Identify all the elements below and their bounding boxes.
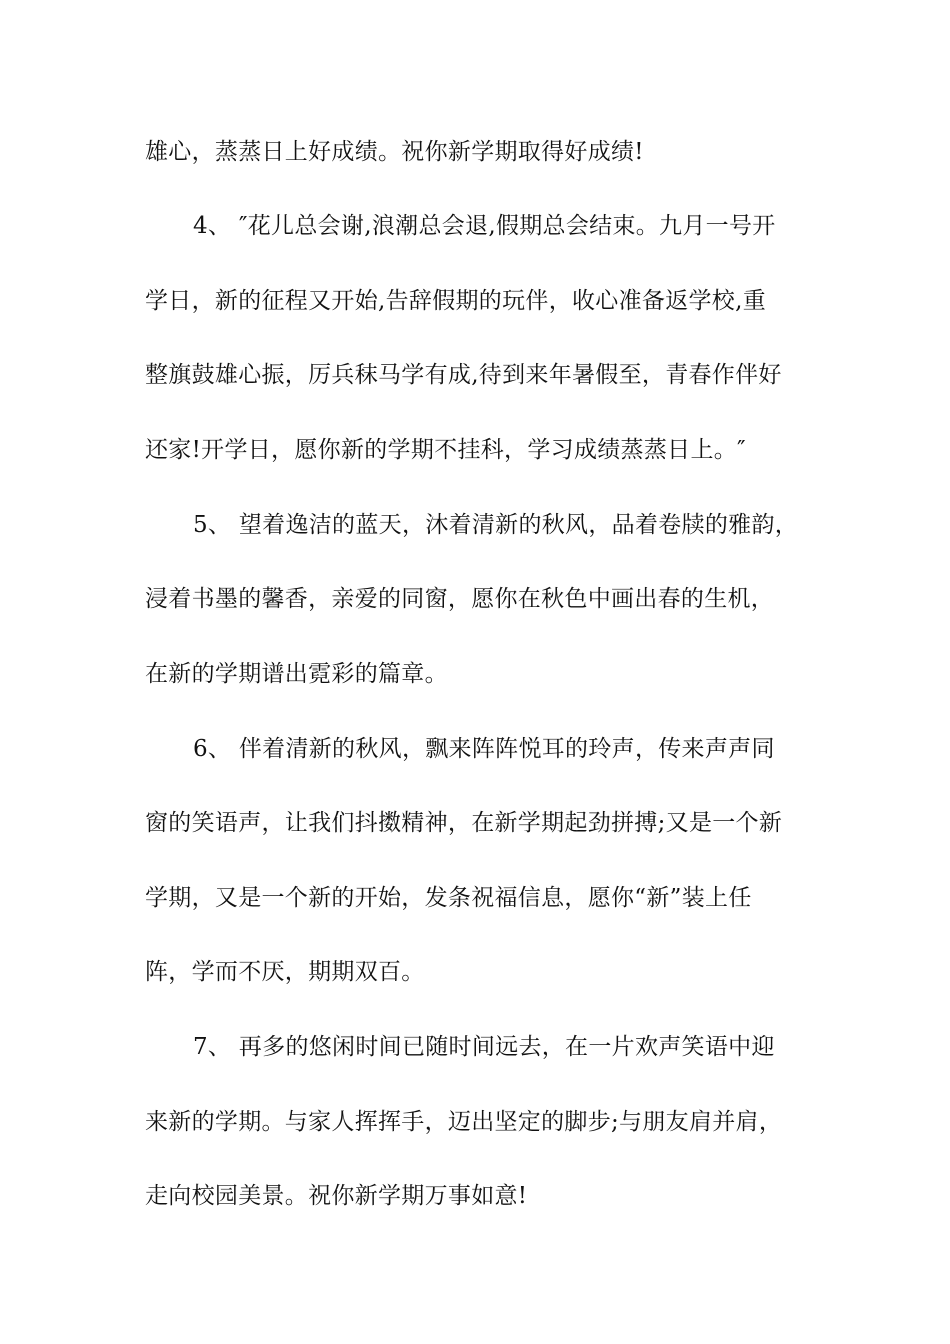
paragraph-1-line-3: 还家!开学日，愿你新的学期不挂科，学习成绩蒸蒸日上。″ xyxy=(145,437,746,463)
paragraph-2-line-1: 浸着书墨的馨香，亲爱的同窗，愿你在秋色中画出春的生机， xyxy=(145,586,775,612)
paragraph-1-line-0: 4、 ″花儿总会谢,浪潮总会退,假期总会结束。九月一号开 xyxy=(193,213,776,239)
paragraph-4-line-0: 7、 再多的悠闲时间已随时间远去，在一片欢声笑语中迎 xyxy=(193,1034,775,1060)
paragraph-4-line-2: 走向校园美景。祝你新学期万事如意! xyxy=(145,1183,528,1209)
paragraph-2-line-0: 5、 望着逸洁的蓝天，沐着清新的秋风，品着卷牍的雅韵， xyxy=(193,512,799,538)
paragraph-3-line-0: 6、 伴着清新的秋风，飘来阵阵悦耳的玲声，传来声声同 xyxy=(193,736,775,762)
paragraph-2-line-2: 在新的学期谱出霓彩的篇章。 xyxy=(145,661,448,687)
paragraph-4-line-1: 来新的学期。与家人挥挥手，迈出坚定的脚步;与朋友肩并肩， xyxy=(145,1109,783,1135)
paragraph-1-line-1: 学日，新的征程又开始,告辞假期的玩伴，收心准备返学校,重 xyxy=(145,288,767,314)
paragraph-0-line-0: 雄心，蒸蒸日上好成绩。祝你新学期取得好成绩! xyxy=(145,139,644,165)
paragraph-3-line-1: 窗的笑语声，让我们抖擞精神，在新学期起劲拼搏;又是一个新 xyxy=(145,810,783,836)
paragraph-1-line-2: 整旗鼓雄心振，厉兵秣马学有成,待到来年暑假至，青春作伴好 xyxy=(145,362,782,388)
paragraph-3-line-3: 阵，学而不厌，期期双百。 xyxy=(145,959,425,985)
paragraph-3-line-2: 学期，又是一个新的开始，发条祝福信息，愿你“新”装上任 xyxy=(145,885,752,911)
